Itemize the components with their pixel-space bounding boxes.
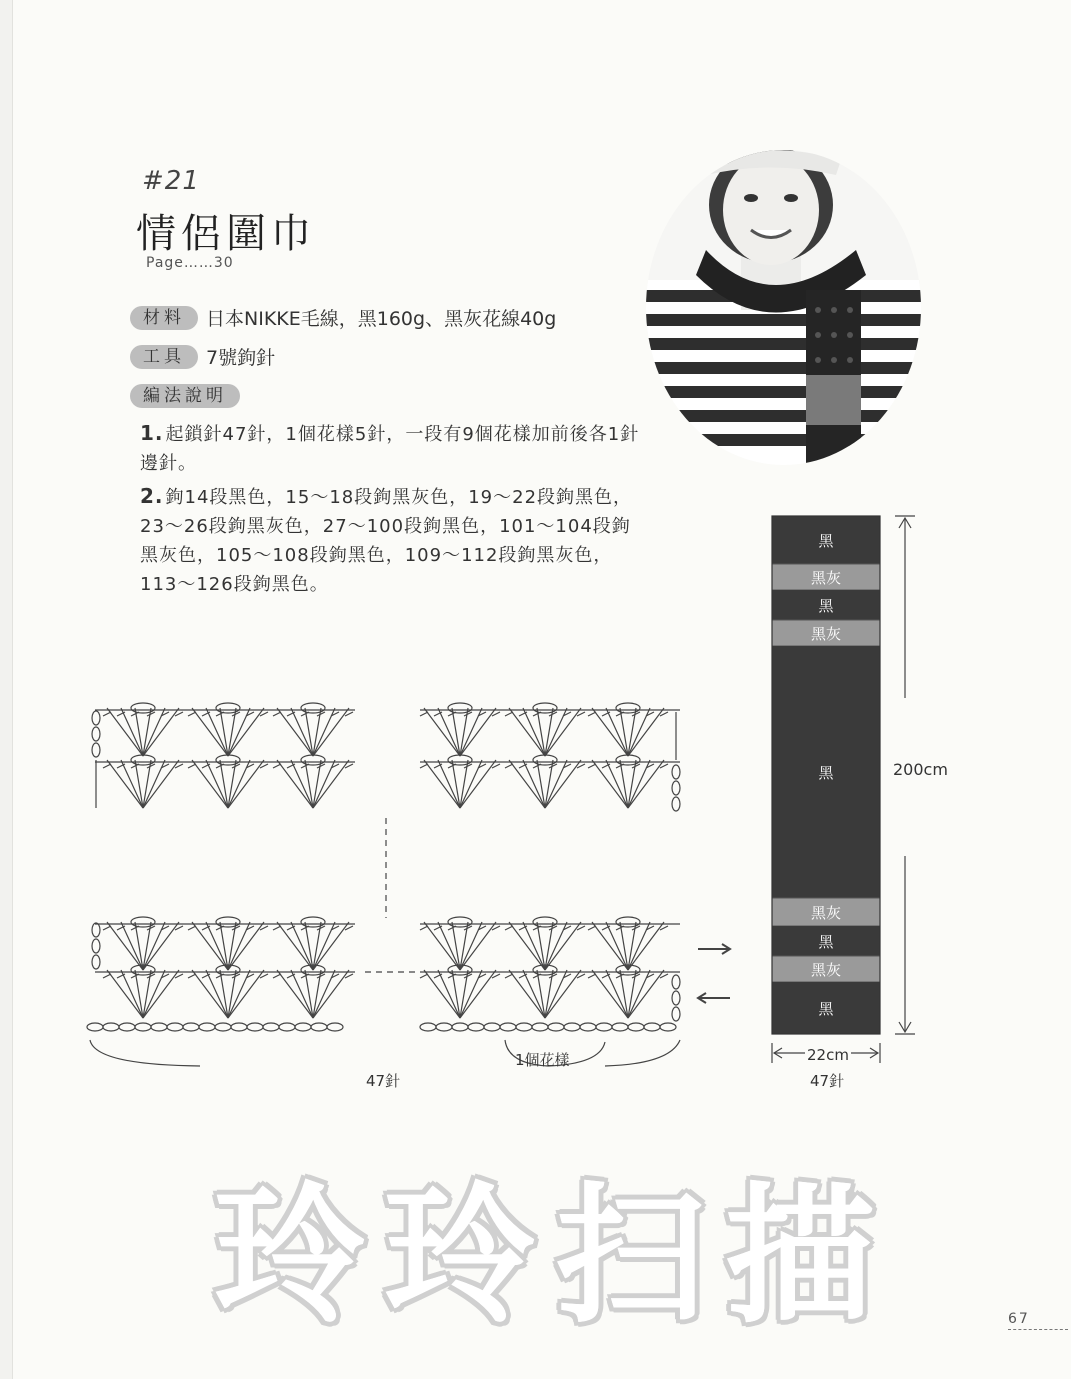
- shell-stitch: [103, 965, 183, 1018]
- shell-stitch: [505, 703, 585, 756]
- side-chain-stitch: [672, 991, 680, 1005]
- tools-label: 工具: [130, 345, 198, 369]
- scarf-band-label: 黑灰: [810, 625, 841, 643]
- foundation-chain: [580, 1023, 596, 1031]
- foundation-chain: [548, 1023, 564, 1031]
- shell-stitch: [505, 917, 585, 970]
- side-chain-stitch: [672, 1007, 680, 1021]
- foundation-chain: [103, 1023, 119, 1031]
- scarf-band-label: 黑: [818, 764, 834, 782]
- foundation-chain: [119, 1023, 135, 1031]
- foundation-chain: [452, 1023, 468, 1031]
- foundation-chain: [612, 1023, 628, 1031]
- shell-stitch: [103, 917, 183, 970]
- foundation-chain: [516, 1023, 532, 1031]
- shell-stitch: [420, 703, 500, 756]
- stitch-chart: [87, 703, 730, 1066]
- scarf-band-label: 黑: [818, 597, 834, 615]
- shell-stitch: [273, 965, 353, 1018]
- foundation-chain: [660, 1023, 676, 1031]
- foundation-chain: [87, 1023, 103, 1031]
- shell-stitch: [103, 755, 183, 808]
- shell-stitch: [420, 965, 500, 1018]
- pattern-number: #21: [142, 166, 200, 196]
- scarf-stitches-label: 47針: [810, 1072, 845, 1090]
- scarf-band-label: 黑: [818, 532, 834, 550]
- foundation-chain: [247, 1023, 263, 1031]
- shell-stitch: [103, 703, 183, 756]
- shell-stitch: [588, 703, 668, 756]
- scarf-band-label: 黑: [818, 933, 834, 951]
- foundation-chain: [564, 1023, 580, 1031]
- foundation-chain: [199, 1023, 215, 1031]
- side-chain-stitch: [672, 765, 680, 779]
- shell-stitch: [188, 703, 268, 756]
- shell-stitch: [273, 917, 353, 970]
- foundation-chain: [151, 1023, 167, 1031]
- step-1-number: 1.: [140, 421, 164, 445]
- side-chain-stitch: [92, 923, 100, 937]
- scarf-band-label: 黑灰: [810, 961, 841, 979]
- side-chain-stitch: [92, 743, 100, 757]
- stitch-count-bracket: [90, 1040, 200, 1066]
- shell-stitch: [588, 755, 668, 808]
- shell-stitch: [588, 917, 668, 970]
- scarf-band-label: 黑: [818, 1000, 834, 1018]
- materials-label: 材料: [130, 306, 198, 330]
- side-chain-stitch: [672, 797, 680, 811]
- side-chain-stitch: [92, 939, 100, 953]
- shell-stitch: [420, 917, 500, 970]
- scanner-watermark: 玲玲扫描: [215, 1170, 896, 1344]
- side-chain-stitch: [672, 781, 680, 795]
- row-direction-left-arrow: [698, 993, 730, 1003]
- page-number: 67: [1008, 1311, 1068, 1330]
- foundation-chain: [167, 1023, 183, 1031]
- instructions-label: 編法說明: [130, 384, 240, 408]
- foundation-chain: [263, 1023, 279, 1031]
- foundation-chain: [327, 1023, 343, 1031]
- scarf-width-label: 22cm: [807, 1046, 849, 1064]
- shell-stitch: [188, 965, 268, 1018]
- foundation-chain: [183, 1023, 199, 1031]
- stitch-count-bracket: [605, 1040, 680, 1066]
- materials-text: 日本NIKKE毛線，黑160g、黑灰花線40g: [206, 308, 557, 330]
- foundation-chain: [135, 1023, 151, 1031]
- foundation-chain: [311, 1023, 327, 1031]
- scarf-band-label: 黑灰: [810, 904, 841, 922]
- step-1-text: 起鎖針47針，1個花樣5針，一段有9個花樣加前後各1針邊針。: [140, 424, 640, 474]
- row-direction-right-arrow: [698, 944, 730, 954]
- foundation-chain: [596, 1023, 612, 1031]
- side-chain-stitch: [92, 955, 100, 969]
- shell-stitch: [420, 755, 500, 808]
- page-reference: Page……30: [146, 255, 234, 271]
- foundation-chain: [484, 1023, 500, 1031]
- foundation-chain: [628, 1023, 644, 1031]
- scarf-band-label: 黑灰: [810, 569, 841, 587]
- shell-stitch: [273, 755, 353, 808]
- shell-stitch: [188, 917, 268, 970]
- shell-stitch: [273, 703, 353, 756]
- repeat-label: 1個花樣: [515, 1051, 570, 1069]
- page-title: 情侶圍巾: [136, 211, 316, 257]
- side-chain-stitch: [92, 711, 100, 725]
- foundation-chain: [295, 1023, 311, 1031]
- side-chain-stitch: [92, 727, 100, 741]
- step-2-text: 鉤14段黑色，15～18段鉤黑灰色，19～22段鉤黑色，23～26段鉤黑灰色，27～100段鉤黑色，101～104段鉤黑灰色，105～108段鉤黑色，109～112段鉤黑灰色，113～126段鉤黑色。: [140, 487, 633, 595]
- foundation-chain: [231, 1023, 247, 1031]
- shell-stitch: [588, 965, 668, 1018]
- shell-stitch: [505, 965, 585, 1018]
- foundation-chain: [420, 1023, 436, 1031]
- step-2-number: 2.: [140, 484, 164, 508]
- shell-stitch: [188, 755, 268, 808]
- stitch-count-label: 47針: [366, 1072, 401, 1090]
- tools-text: 7號鉤針: [206, 347, 276, 369]
- foundation-chain: [279, 1023, 295, 1031]
- foundation-chain: [436, 1023, 452, 1031]
- foundation-chain: [532, 1023, 548, 1031]
- foundation-chain: [500, 1023, 516, 1031]
- foundation-chain: [468, 1023, 484, 1031]
- foundation-chain: [644, 1023, 660, 1031]
- scarf-length-label: 200cm: [893, 760, 948, 779]
- side-chain-stitch: [672, 975, 680, 989]
- foundation-chain: [215, 1023, 231, 1031]
- shell-stitch: [505, 755, 585, 808]
